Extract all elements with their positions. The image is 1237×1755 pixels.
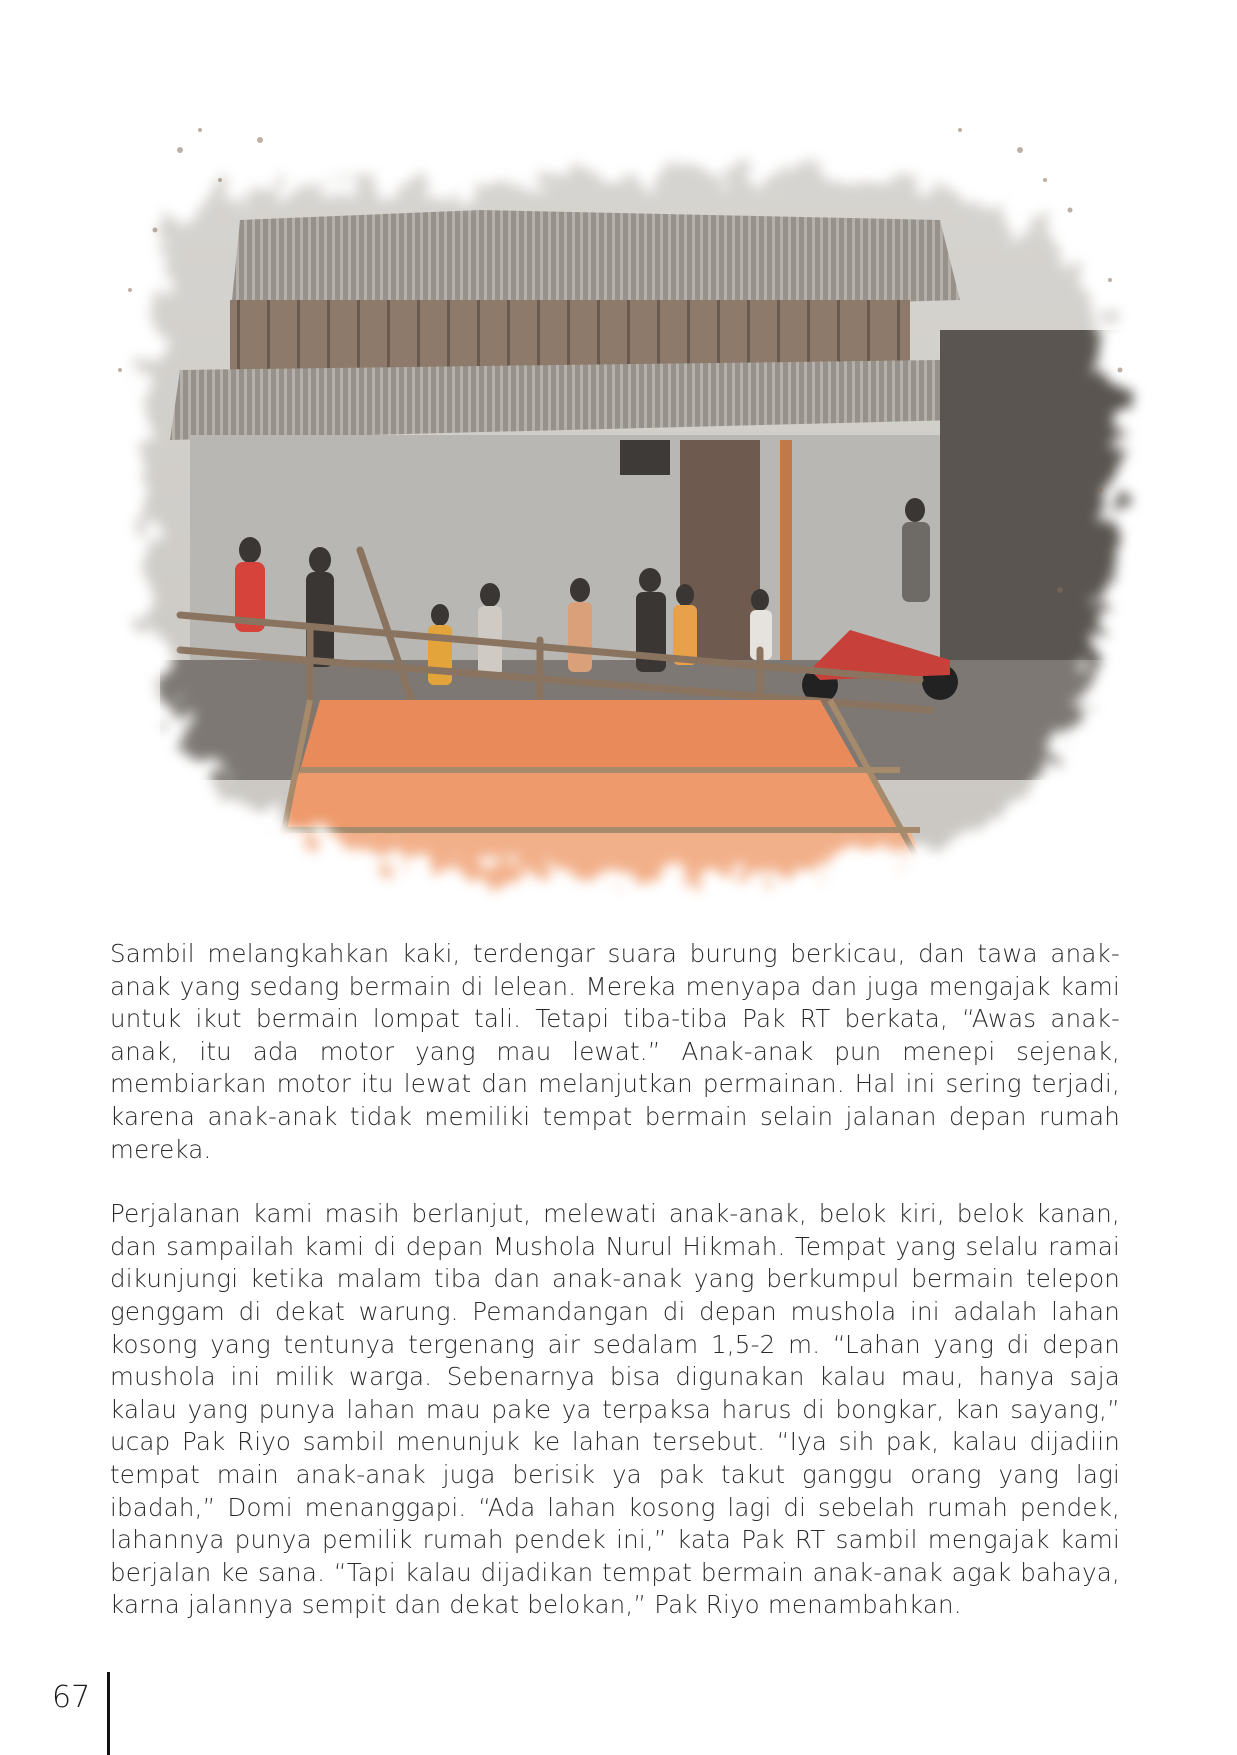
body-text [110,938,1120,1654]
kampung-photo [60,70,1180,930]
page-number: 67 [52,1680,91,1715]
page-number-rule [107,1672,110,1755]
paragraph-2: Perjalanan kami masih berlanjut, melewati anak-anak, belok kiri, belok kanan, dan sampailah kami di depan Mushola Nurul Hikmah. Tempat yang selalu ramai dikunjungi ketika malam tiba dan anak-anak yang berkumpul bermain telepon genggam di dekat warung. Pemandangan di depan mushola ini adalah lahan kosong yang tentunya tergenang air sedalam 1,5-2 m. “Lahan yang di depan mushola ini milik warga. Sebenarnya bisa digunakan kalau mau, hanya saja kalau yang punya lahan mau pake ya terpaksa harus di bongkar, kan sayang,” ucap Pak Riyo sambil menunjuk ke lahan tersebut. “Iya sih pak, kalau dijadiin tempat main anak-anak juga berisik ya pak takut ganggu orang yang lagi ibadah,” Domi menanggapi. “Ada lahan kosong lagi di sebelah rumah pendek, lahannya punya pemilik rumah pendek ini,” kata Pak RT sambil mengajak kami berjalan ke sana. “Tapi kalau dijadikan tempat bermain anak-anak agak bahaya, karna jalannya sempit dan dekat belokan,” Pak Riyo menambahkan. [110,1199,1120,1620]
paragraph-1: Sambil melangkahkan kaki, terdengar suara burung berkicau, dan tawa anak-anak yang sedang bermain di lelean. Mereka menyapa dan juga mengajak kami untuk ikut bermain lompat tali. Tetapi tiba-tiba Pak RT berkata, “Awas anak-anak, itu ada motor yang mau lewat.” Anak-anak pun menepi sejenak, membiarkan motor itu lewat dan melanjutkan permainan. Hal ini sering terjadi, karena anak-anak tidak memiliki tempat bermain selain jalanan depan rumah mereka. [110,939,1120,1164]
